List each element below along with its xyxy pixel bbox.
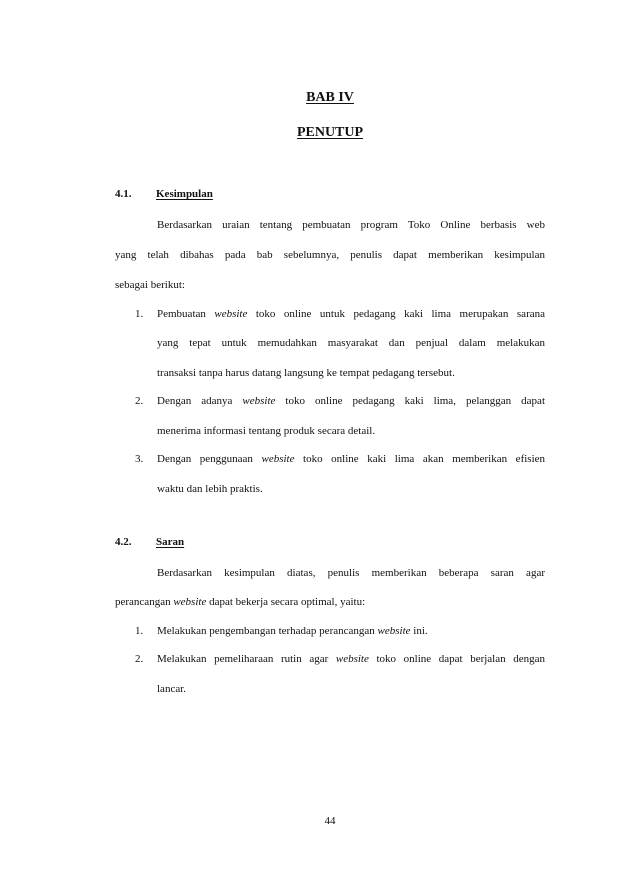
- list-item-line: Dengan adanya website toko online pedagang kaki lima, pelanggan dapat: [157, 395, 546, 407]
- paragraph-line: sebagai berikut:: [115, 279, 185, 291]
- paragraph-line: Berdasarkan kesimpulan diatas, penulis memberikan beberapa saran agar: [157, 567, 545, 579]
- list-item-line: Melakukan pengembangan terhadap perancangan website ini.: [157, 625, 428, 637]
- section-heading-kesimpulan: [115, 188, 213, 200]
- page-number: 44: [324, 815, 336, 827]
- list-number: 1.: [135, 308, 144, 320]
- list-number: 1.: [135, 625, 144, 637]
- list-number: 3.: [135, 453, 144, 465]
- list-number: 2.: [135, 653, 144, 665]
- list-item-line: Dengan penggunaan website toko online kaki lima akan memberikan efisien: [157, 453, 546, 465]
- list-item-line: menerima informasi tentang produk secara detail.: [157, 425, 376, 437]
- section-number: 4.1.: [115, 188, 132, 200]
- section-heading-saran: [115, 536, 184, 548]
- paragraph-line: Berdasarkan uraian tentang pembuatan program Toko Online berbasis web: [157, 219, 545, 231]
- section-number: 4.2.: [115, 536, 132, 548]
- section-title: Kesimpulan: [156, 188, 213, 200]
- list-item-line: waktu dan lebih praktis.: [157, 483, 263, 495]
- list-item-line: transaksi tanpa harus datang langsung ke tempat pedagang tersebut.: [157, 367, 455, 379]
- paragraph-line: yang telah dibahas pada bab sebelumnya, penulis dapat memberikan kesimpulan: [115, 249, 545, 261]
- list-number: 2.: [135, 395, 144, 407]
- chapter-title: PENUTUP: [296, 125, 364, 140]
- paragraph-line: perancangan website dapat bekerja secara optimal, yaitu:: [115, 596, 366, 608]
- list-item-line: Pembuatan website toko online untuk pedagang kaki lima merupakan sarana: [157, 308, 545, 320]
- chapter-label: BAB IV: [306, 90, 354, 105]
- section-title: Saran: [156, 536, 185, 548]
- list-item-line: lancar.: [157, 683, 187, 695]
- list-item-line: yang tepat untuk memudahkan masyarakat dan penjual dalam melakukan: [157, 337, 545, 349]
- list-item-line: Melakukan pemeliharaan rutin agar website toko online dapat berjalan dengan: [157, 653, 545, 665]
